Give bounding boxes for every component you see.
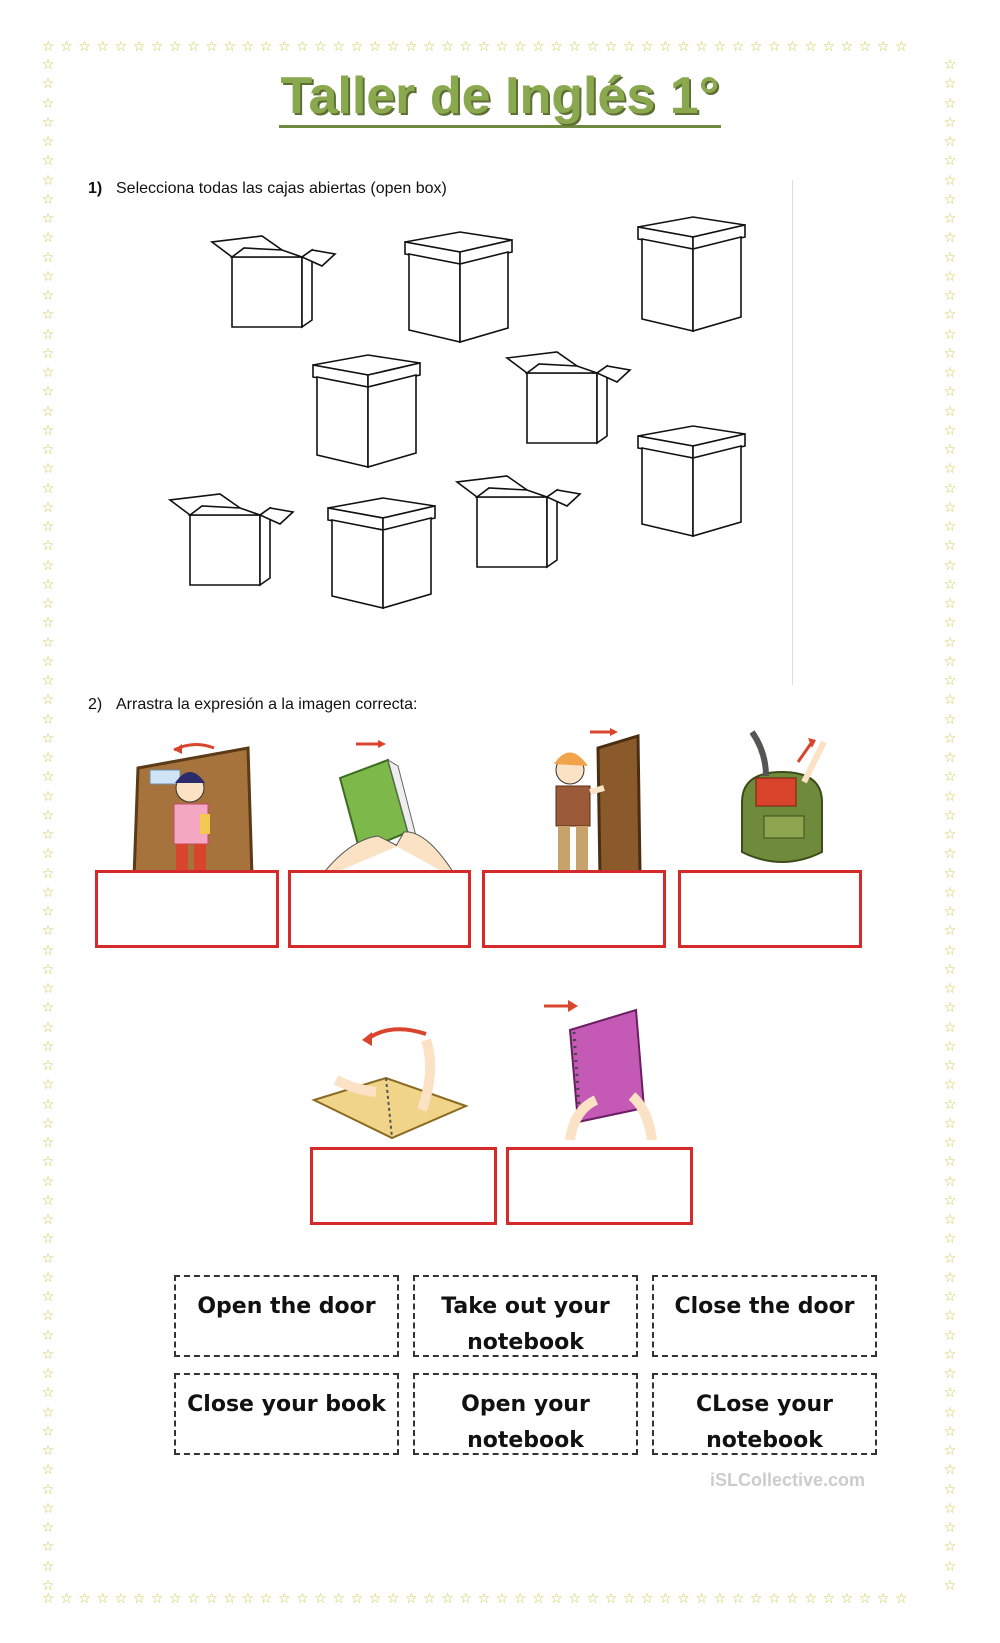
- question-2-text: Arrastra la expresión a la imagen correcta:: [116, 696, 418, 713]
- close-door-picture: [528, 722, 678, 878]
- page-title: Taller de Inglés 1°: [0, 66, 1000, 126]
- open-door-picture: [130, 738, 270, 880]
- star-border-left: ☆ ☆ ☆ ☆ ☆ ☆ ☆ ☆ ☆ ☆ ☆ ☆ ☆ ☆ ☆ ☆ ☆ ☆ ☆ ☆ ☆ ☆ ☆ ☆ ☆ ☆ ☆ ☆ ☆ ☆ ☆ ☆ ☆ ☆ ☆ ☆ ☆ ☆ ☆ ☆ ☆ ☆ ☆ ☆ ☆ ☆ ☆ ☆ ☆ ☆ ☆ ☆ ☆ ☆ ☆ ☆ ☆ ☆ ☆ ☆ ☆ ☆ ☆ ☆ ☆ ☆ ☆ ☆ ☆ ☆ ☆ ☆ ☆ ☆ ☆ ☆ ☆ ☆ ☆ ☆: [41, 58, 55, 1594]
- open-box[interactable]: [505, 348, 635, 448]
- question-1-text: Selecciona todas las cajas abiertas (open box): [116, 180, 447, 197]
- take-out-notebook-picture: [712, 722, 852, 874]
- answer-drop-zone[interactable]: [288, 870, 471, 948]
- expression-card[interactable]: Take out your notebook: [413, 1275, 638, 1357]
- answer-drop-zone[interactable]: [506, 1147, 693, 1225]
- closed-box[interactable]: [633, 215, 753, 340]
- expression-card[interactable]: CLose your notebook: [652, 1373, 877, 1455]
- open-notebook-picture: [306, 1010, 476, 1140]
- close-book-picture: [318, 738, 458, 880]
- watermark: iSLCollective.com: [710, 1470, 866, 1490]
- question-2-number: 2): [88, 696, 103, 713]
- question-1-number: 1): [88, 180, 103, 197]
- close-notebook-picture: [540, 990, 690, 1140]
- expression-card[interactable]: Close the door: [652, 1275, 877, 1357]
- expression-card[interactable]: Open the door: [174, 1275, 399, 1357]
- star-border-bottom: ☆☆☆☆☆☆☆☆☆☆☆☆☆☆☆☆☆☆☆☆☆☆☆☆☆☆☆☆☆☆☆☆☆☆☆☆☆☆☆☆☆☆☆☆☆☆☆☆: [42, 1592, 914, 1606]
- closed-box[interactable]: [400, 230, 520, 350]
- star-border-right: ☆ ☆ ☆ ☆ ☆ ☆ ☆ ☆ ☆ ☆ ☆ ☆ ☆ ☆ ☆ ☆ ☆ ☆ ☆ ☆ ☆ ☆ ☆ ☆ ☆ ☆ ☆ ☆ ☆ ☆ ☆ ☆ ☆ ☆ ☆ ☆ ☆ ☆ ☆ ☆ ☆ ☆ ☆ ☆ ☆ ☆ ☆ ☆ ☆ ☆ ☆ ☆ ☆ ☆ ☆ ☆ ☆ ☆ ☆ ☆ ☆ ☆ ☆ ☆ ☆ ☆ ☆ ☆ ☆ ☆ ☆ ☆ ☆ ☆ ☆ ☆ ☆ ☆ ☆ ☆: [943, 58, 957, 1594]
- star-border-top: ☆☆☆☆☆☆☆☆☆☆☆☆☆☆☆☆☆☆☆☆☆☆☆☆☆☆☆☆☆☆☆☆☆☆☆☆☆☆☆☆☆☆☆☆☆☆☆☆: [42, 40, 914, 54]
- question-2: [88, 696, 417, 714]
- answer-drop-zone[interactable]: [482, 870, 666, 948]
- expression-card[interactable]: Close your book: [174, 1373, 399, 1455]
- open-box[interactable]: [168, 490, 298, 590]
- open-box[interactable]: [210, 232, 340, 332]
- open-box[interactable]: [455, 472, 585, 572]
- closed-box[interactable]: [323, 496, 443, 616]
- answer-drop-zone[interactable]: [310, 1147, 497, 1225]
- answer-drop-zone[interactable]: [95, 870, 279, 948]
- boxes-area: [80, 180, 793, 685]
- expression-card[interactable]: Open your notebook: [413, 1373, 638, 1455]
- closed-box[interactable]: [633, 424, 753, 544]
- answer-drop-zone[interactable]: [678, 870, 862, 948]
- closed-box[interactable]: [308, 353, 428, 473]
